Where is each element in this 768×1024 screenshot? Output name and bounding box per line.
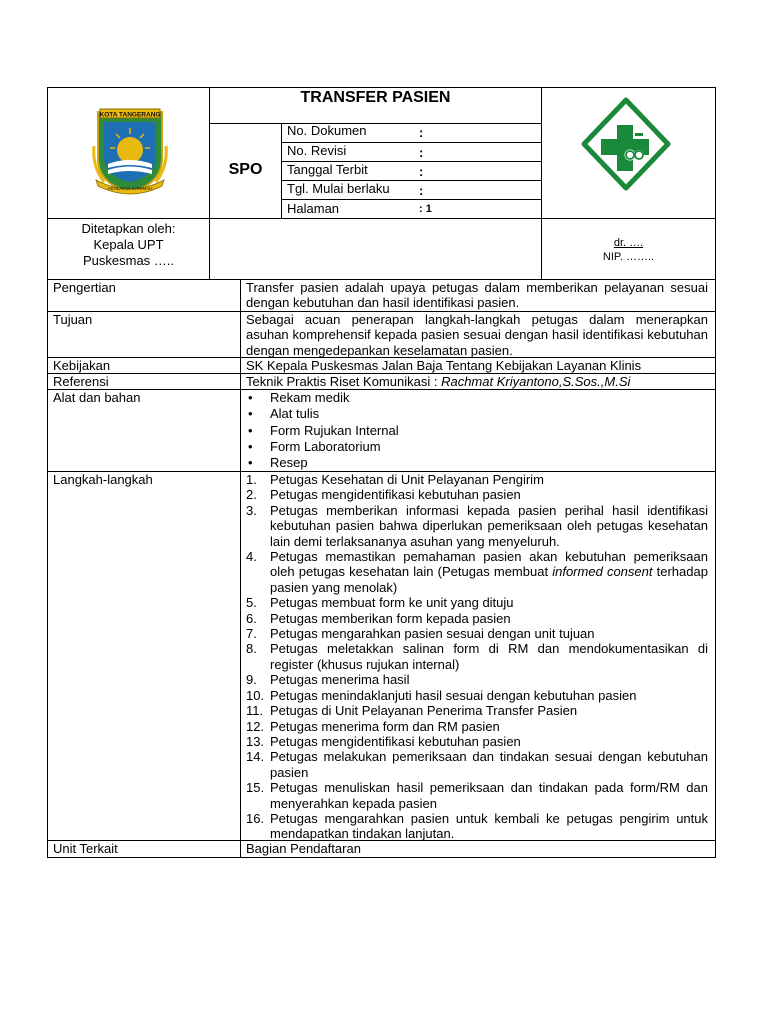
kebijakan-text: SK Kepala Puskesmas Jalan Baja Tentang Kebijakan Layanan Klinis [246, 358, 642, 373]
list-item: 10. Petugas menindaklanjuti hasil sesuai dengan kebutuhan pasien [246, 687, 637, 703]
doc-row-label: Tanggal Terbit [287, 162, 368, 177]
doc-row-label: Halaman [287, 201, 340, 216]
list-item: • Rekam medik [246, 390, 708, 406]
document-title: TRANSFER PASIEN [300, 89, 451, 106]
label-langkah: Langkah-langkah [53, 472, 153, 487]
list-item: • Resep [246, 455, 708, 471]
doc-row-value: : 1 [419, 203, 432, 215]
ditetapkan-label: Ditetapkan oleh: [81, 221, 176, 236]
list-item: 11. Petugas di Unit Pelayanan Penerima Transfer Pasien [246, 703, 578, 719]
label-tujuan: Tujuan [53, 312, 93, 327]
list-item: • Form Rujukan Internal [246, 423, 708, 439]
list-item: 9. Petugas menerima hasil [246, 672, 410, 688]
list-item: 7. Petugas mengarahkan pasien sesuai dengan unit tujuan [246, 626, 595, 642]
puskesmas-cross-icon [581, 97, 671, 191]
list-item: 2. Petugas mengidentifikasi kebutuhan pasien [246, 487, 521, 503]
pengertian-text: Transfer pasien adalah upaya petugas dalam memberikan pelayanan sesuai dengan kebutuhan dan hasil identifikasi pasien. [246, 280, 708, 311]
list-item: 3. Petugas memberikan informasi kepada pasien perihal hasil identifikasi kebutuhan pasien bahwa diperlukan pemeriksaan oleh petugas kesehatan lain demi terlaksananya asuhan yang menyeluruh. [246, 502, 708, 549]
ditetapkan-position: Kepala UPT [93, 237, 164, 252]
list-item: 8. Petugas meletakkan salinan form di RM dan mendokumentasikan di register (khusus rujukan internal) [246, 641, 708, 672]
list-item: 12. Petugas menerima form dan RM pasien [246, 718, 500, 734]
svg-text:AKHLAKUL KARIMAH: AKHLAKUL KARIMAH [107, 186, 153, 191]
unit-terkait-text: Bagian Pendaftaran [246, 841, 361, 856]
referensi-text [246, 374, 630, 389]
label-alat-bahan: Alat dan bahan [53, 390, 141, 405]
doc-row-value: : [419, 183, 424, 198]
list-item: 4. Petugas memastikan pemahaman pasien akan kebutuhan pemeriksaan oleh petugas kesehatan lain (Petugas membuat informed consent terhadap pasien yang menolak) [246, 549, 708, 595]
list-item: • Form Laboratorium [246, 439, 708, 455]
signatory-nip: NIP. …….. [602, 251, 655, 263]
kota-tangerang-logo [90, 106, 170, 196]
label-kebijakan: Kebijakan [53, 358, 111, 373]
label-referensi: Referensi [53, 374, 109, 389]
doc-row-label: Tgl. Mulai berlaku [287, 181, 390, 196]
list-item: 14. Petugas melakukan pemeriksaan dan tindakan sesuai dengan kebutuhan pasien [246, 749, 708, 780]
list-item: 5. Petugas membuat form ke unit yang dituju [246, 595, 514, 611]
puskesmas-logo [581, 97, 671, 191]
svg-text:KOTA TANGERANG: KOTA TANGERANG [99, 111, 161, 119]
alat-bahan-list [246, 390, 708, 471]
doc-row-value: : [419, 125, 424, 140]
signatory-name: dr. …. [613, 237, 644, 249]
list-item: 15. Petugas menuliskan hasil pemeriksaan dan tindakan pada form/RM dan menyerahkan kepada pasien [246, 780, 708, 811]
langkah-list [246, 472, 708, 842]
list-item: • Alat tulis [246, 406, 708, 422]
label-pengertian: Pengertian [53, 280, 116, 295]
doc-row-label: No. Dokumen [287, 123, 367, 138]
signatory-block [542, 236, 715, 264]
ditetapkan-block [48, 221, 209, 269]
spo-label: SPO [228, 161, 263, 178]
city-emblem-icon [90, 106, 170, 196]
label-unit-terkait: Unit Terkait [53, 841, 118, 856]
doc-row-label: No. Revisi [287, 143, 347, 158]
referensi-author: Rachmat Kriyantono,S.Sos.,M.Si [441, 374, 631, 389]
list-item: 6. Petugas memberikan form kepada pasien [246, 610, 511, 626]
tujuan-text: Sebagai acuan penerapan langkah-langkah petugas dalam menerapkan asuhan komprehensif kepada pasien sesuai dengan hasil identifikasi kebutuhan dengan mengedepankan keselamatan pasien. [246, 312, 708, 358]
list-item: 1. Petugas Kesehatan di Unit Pelayanan Pengirim [246, 472, 544, 487]
list-item: 13. Petugas mengidentifikasi kebutuhan pasien [246, 733, 521, 749]
doc-row-value: : [419, 145, 424, 160]
referensi-title: Teknik Praktis Riset Komunikasi : [246, 374, 442, 389]
doc-row-value: : [419, 164, 424, 179]
list-item: 16. Petugas mengarahkan pasien untuk kembali ke petugas pengirim untuk mendapatkan tindakan lanjutan. [246, 810, 708, 842]
ditetapkan-unit: Puskesmas ….. [82, 253, 175, 268]
